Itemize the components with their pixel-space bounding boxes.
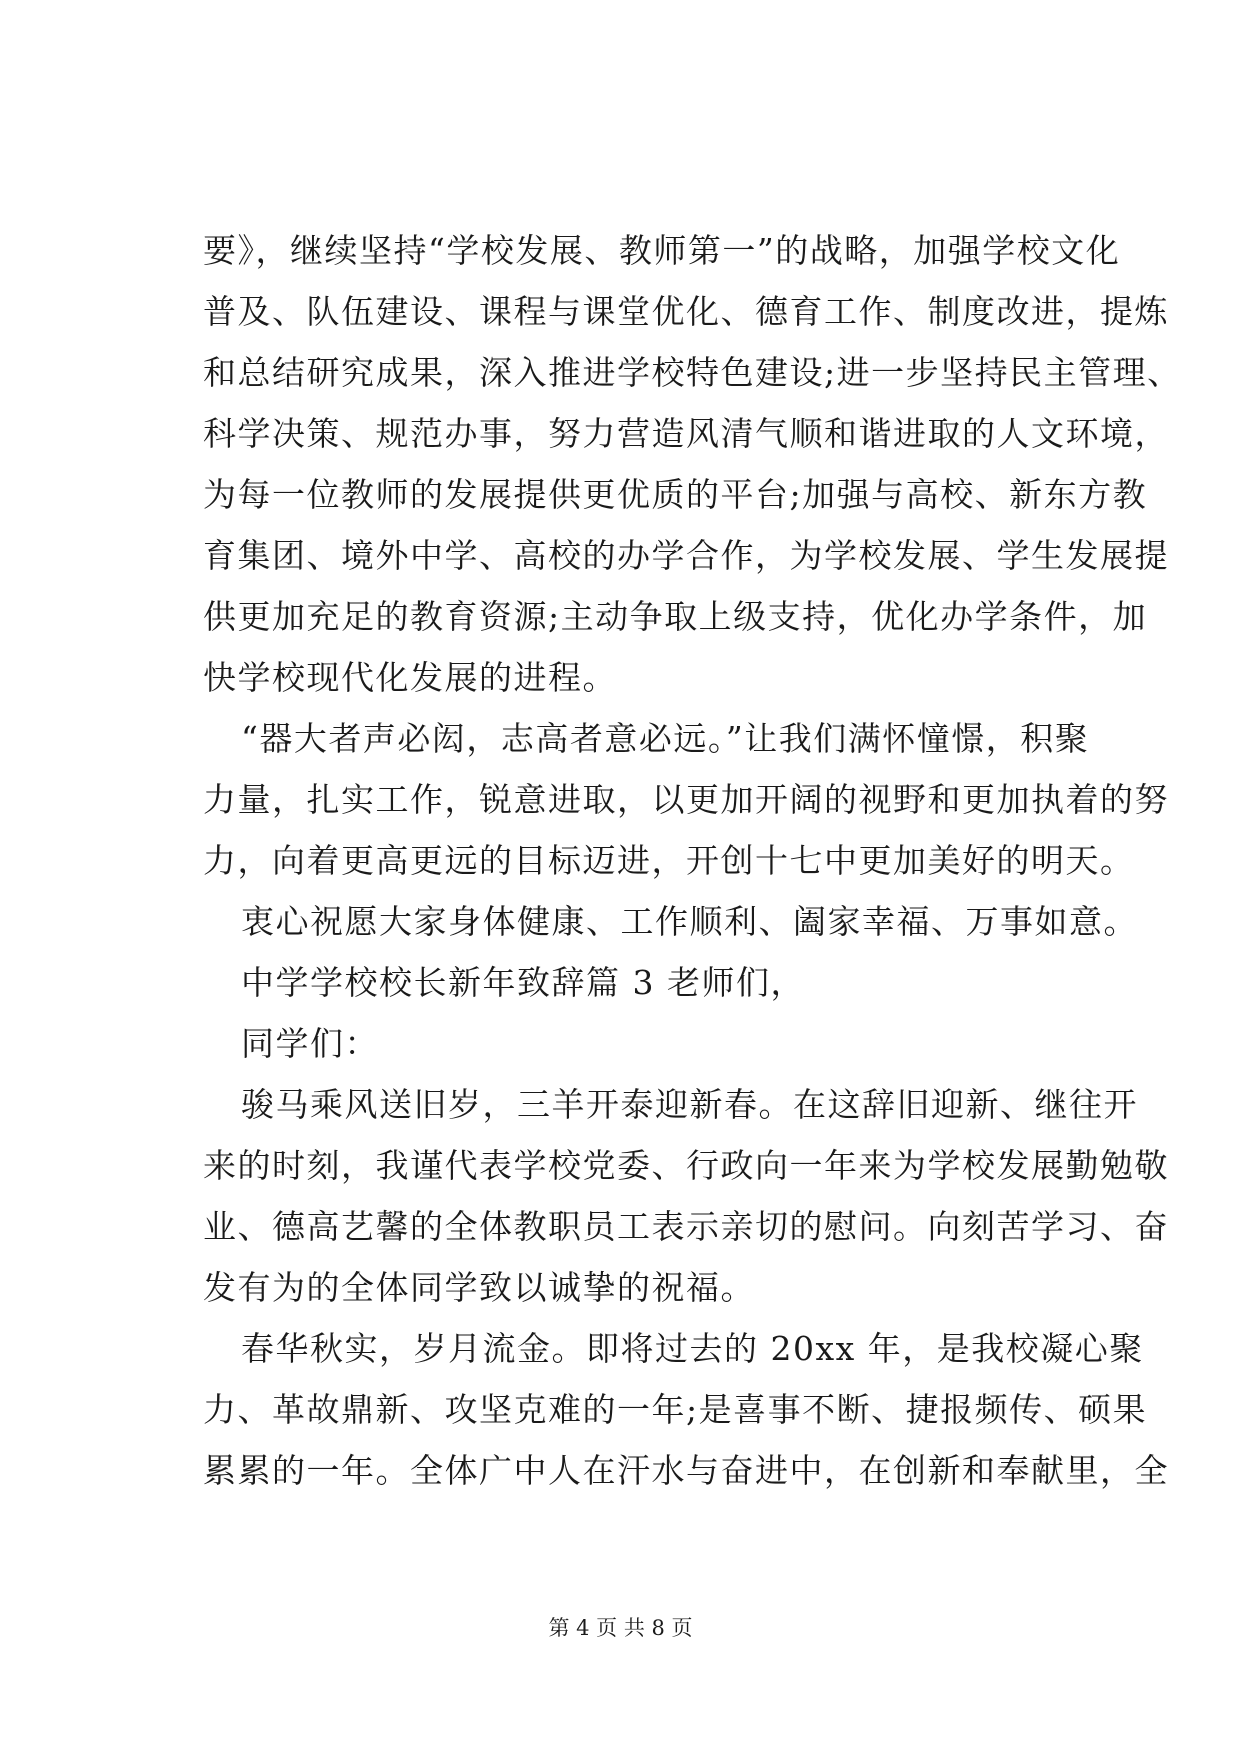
text-line: 中学学校校长新年致辞篇 3 老师们， [241, 963, 805, 1002]
text-line: 骏马乘风送旧岁，三羊开泰迎新春。在这辞旧迎新、继往开 [241, 1085, 1138, 1124]
text-line: 业、德高艺馨的全体教职员工表示亲切的慰问。向刻苦学习、奋 [203, 1207, 1169, 1246]
text-line: 科学决策、规范办事，努力营造风清气顺和谐进取的人文环境， [203, 414, 1169, 453]
text-line: 供更加充足的教育资源;主动争取上级支持，优化办学条件，加 [203, 597, 1148, 636]
text-line: 衷心祝愿大家身体健康、工作顺利、阖家幸福、万事如意。 [241, 902, 1138, 941]
text-line: 同学们： [241, 1024, 379, 1063]
text-line: 来的时刻，我谨代表学校党委、行政向一年来为学校发展勤勉敬 [203, 1146, 1169, 1185]
text-line: 力量，扎实工作，锐意进取，以更加开阔的视野和更加执着的努 [203, 780, 1169, 819]
text-line: 要》，继续坚持“学校发展、教师第一”的战略，加强学校文化 [203, 231, 1121, 270]
text-line: 和总结研究成果，深入推进学校特色建设;进一步坚持民主管理、 [203, 353, 1182, 392]
text-line: 普及、队伍建设、课程与课堂优化、德育工作、制度改进，提炼 [203, 292, 1169, 331]
text-line: 力、革故鼎新、攻坚克难的一年;是喜事不断、捷报频传、硕果 [203, 1390, 1148, 1429]
text-line: 发有为的全体同学致以诚挚的祝福。 [203, 1268, 755, 1307]
page-number-footer: 第 4 页 共 8 页 [548, 1616, 693, 1640]
text-line: 力，向着更高更远的目标迈进，开创十七中更加美好的明天。 [203, 841, 1135, 880]
text-line: 春华秋实，岁月流金。即将过去的 20xx 年，是我校凝心聚 [241, 1329, 1144, 1368]
text-line: 快学校现代化发展的进程。 [203, 658, 617, 697]
text-line: 累累的一年。全体广中人在汗水与奋进中，在创新和奉献里，全 [203, 1451, 1169, 1490]
text-line: “器大者声必闳，志高者意必远。”让我们满怀憧憬，积聚 [241, 719, 1090, 758]
text-line: 为每一位教师的发展提供更优质的平台;加强与高校、新东方教 [203, 475, 1148, 514]
text-line: 育集团、境外中学、高校的办学合作，为学校发展、学生发展提 [203, 536, 1169, 575]
